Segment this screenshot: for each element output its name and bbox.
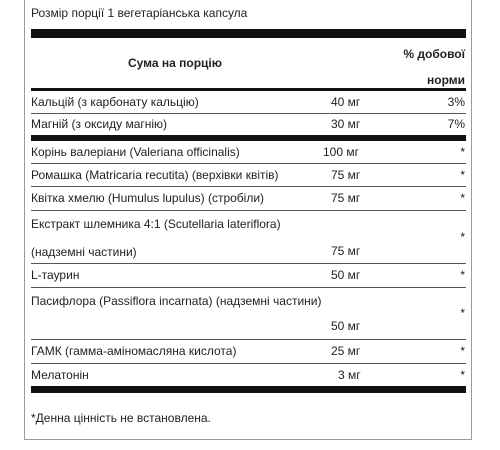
nutrient-daily-value: 3% (447, 95, 465, 109)
ingredient-name: Ромашка (Matricaria recutita) (верхівки квітів) (31, 168, 279, 182)
ingredient-amount: 75 мг (331, 244, 361, 258)
nutrient-row (31, 91, 466, 114)
bottom-divider (31, 386, 466, 393)
ingredient-amount: 75 мг (331, 168, 361, 182)
ingredient-amount: 100 мг (323, 145, 359, 159)
ingredient-name: L-таурин (31, 268, 80, 282)
amount-per-serving-heading: Сума на порцію (127, 56, 223, 70)
ingredient-row (31, 287, 466, 340)
ingredient-name: Квітка хмелю (Humulus lupulus) (стробіли) (31, 191, 265, 205)
nutrient-name: Кальцій (з карбонату кальцію) (31, 95, 199, 109)
ingredient-row (31, 363, 466, 385)
ingredient-row (31, 263, 466, 288)
daily-value-heading (375, 41, 465, 93)
ingredient-daily-value: * (460, 268, 465, 282)
ingredient-amount: 3 мг (338, 368, 361, 382)
ingredient-daily-value: * (460, 368, 465, 382)
ingredient-row (31, 141, 466, 164)
ingredient-daily-value: * (460, 230, 465, 244)
ingredient-name: Мелатонін (31, 368, 89, 382)
daily-value-heading-line1: % добової (403, 47, 465, 61)
ingredient-daily-value: * (460, 306, 465, 320)
nutrient-amount: 30 мг (331, 117, 361, 131)
ingredient-daily-value: * (460, 168, 465, 182)
serving-size: Розмір порції 1 вегетаріанська капсула (31, 6, 248, 20)
ingredient-daily-value: * (460, 191, 465, 205)
supplement-facts-panel (24, 0, 472, 440)
ingredient-name: ГАМК (гамма-аміномасляна кислота) (31, 344, 237, 358)
ingredient-row (31, 339, 466, 364)
ingredient-amount: 75 мг (331, 191, 361, 205)
daily-value-heading-line2: норми (426, 73, 465, 87)
nutrient-name: Магній (з оксиду магнію) (31, 117, 168, 131)
ingredient-daily-value: * (460, 344, 465, 358)
ingredient-row (31, 186, 466, 211)
ingredient-row (31, 210, 466, 264)
nutrient-daily-value: 7% (447, 117, 465, 131)
ingredient-row (31, 163, 466, 187)
ingredient-amount: 50 мг (331, 268, 361, 282)
ingredient-name-line1: Екстракт шлемника 4:1 (Scutellaria lateriflora) (31, 217, 281, 231)
nutrient-row (31, 113, 466, 136)
thick-divider (31, 29, 466, 38)
nutrient-amount: 40 мг (331, 95, 361, 109)
ingredient-amount: 50 мг (331, 319, 361, 333)
ingredient-daily-value: * (460, 145, 465, 159)
ingredient-amount: 25 мг (331, 344, 361, 358)
ingredient-name: Корінь валеріани (Valeriana officinalis) (31, 145, 240, 159)
footnote: *Денна цінність не встановлена. (31, 411, 211, 425)
ingredient-name-line2: (надземні частини) (31, 245, 137, 259)
ingredient-name-line1: Пасифлора (Passiflora incarnata) (надземні частини) (31, 294, 322, 308)
